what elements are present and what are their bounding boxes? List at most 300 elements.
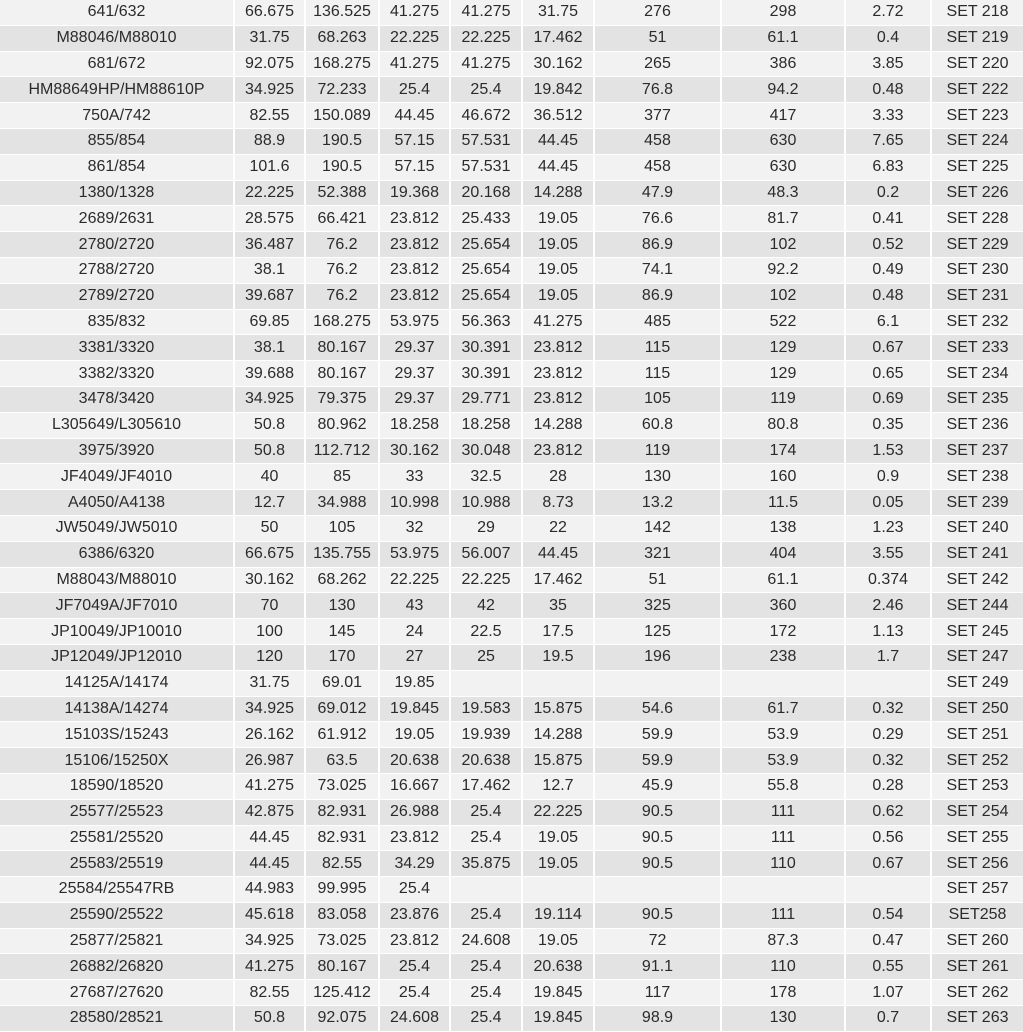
cell-cup-width-c [522,670,594,696]
cell-outer-d: 80.167 [305,361,379,387]
cell-set-number: SET 220 [931,51,1023,77]
cell-static-load: 111 [721,825,845,851]
cell-cup-width-c: 19.5 [522,644,594,670]
cell-outer-d: 135.755 [305,541,379,567]
cell-set-number: SET 238 [931,464,1023,490]
cell-bore-d: 44.983 [234,877,305,903]
cell-set-number: SET 223 [931,103,1023,129]
cell-part-number: HM88649HP/HM88610P [0,77,234,103]
cell-dynamic-load: 90.5 [594,851,721,877]
cell-cup-width-c: 23.812 [522,361,594,387]
cell-static-load: 53.9 [721,722,845,748]
cell-width-t: 23.812 [379,928,450,954]
table-row [0,0,1023,25]
cell-weight: 0.47 [845,928,931,954]
cell-cup-width-c: 19.845 [522,1006,594,1032]
cell-outer-d: 69.012 [305,696,379,722]
cell-width-t: 27 [379,644,450,670]
cell-dynamic-load: 117 [594,980,721,1006]
cell-outer-d: 52.388 [305,180,379,206]
cell-outer-d: 68.263 [305,25,379,51]
cell-cone-width-b [450,877,522,903]
cell-cone-width-b: 25.4 [450,825,522,851]
cell-static-load: 138 [721,515,845,541]
cell-part-number: 2689/2631 [0,206,234,232]
cell-outer-d: 80.167 [305,954,379,980]
cell-outer-d: 63.5 [305,748,379,774]
cell-width-t: 44.45 [379,103,450,129]
cell-weight: 0.48 [845,77,931,103]
cell-static-load: 102 [721,232,845,258]
cell-cone-width-b: 25.4 [450,77,522,103]
cell-bore-d: 31.75 [234,670,305,696]
cell-cup-width-c: 17.462 [522,567,594,593]
cell-bore-d: 45.618 [234,902,305,928]
cell-width-t: 24 [379,619,450,645]
cell-part-number: JW5049/JW5010 [0,515,234,541]
cell-bore-d: 26.987 [234,748,305,774]
cell-set-number: SET 244 [931,593,1023,619]
cell-width-t: 22.225 [379,25,450,51]
cell-part-number: 3381/3320 [0,335,234,361]
cell-cup-width-c: 19.114 [522,902,594,928]
cell-cup-width-c: 15.875 [522,748,594,774]
cell-set-number: SET 263 [931,1006,1023,1032]
cell-part-number: JP12049/JP12010 [0,644,234,670]
cell-set-number: SET 245 [931,619,1023,645]
cell-width-t: 19.85 [379,670,450,696]
cell-cup-width-c: 22 [522,515,594,541]
cell-weight: 0.374 [845,567,931,593]
cell-set-number: SET 252 [931,748,1023,774]
cell-width-t: 23.812 [379,206,450,232]
cell-cone-width-b: 25.4 [450,954,522,980]
cell-width-t: 22.225 [379,567,450,593]
cell-dynamic-load: 47.9 [594,180,721,206]
cell-outer-d: 73.025 [305,928,379,954]
cell-cone-width-b: 24.608 [450,928,522,954]
cell-weight: 0.48 [845,283,931,309]
cell-bore-d: 44.45 [234,851,305,877]
table-row [0,464,1023,490]
cell-bore-d: 40 [234,464,305,490]
cell-weight [845,877,931,903]
cell-bore-d: 50 [234,515,305,541]
cell-weight: 0.4 [845,25,931,51]
cell-set-number: SET 219 [931,25,1023,51]
cell-dynamic-load: 76.6 [594,206,721,232]
cell-part-number: 3382/3320 [0,361,234,387]
cell-outer-d: 190.5 [305,154,379,180]
cell-width-t: 57.15 [379,128,450,154]
cell-width-t: 29.37 [379,335,450,361]
cell-width-t: 53.975 [379,541,450,567]
cell-cup-width-c: 41.275 [522,309,594,335]
cell-width-t: 30.162 [379,438,450,464]
cell-width-t: 23.876 [379,902,450,928]
cell-cup-width-c: 15.875 [522,696,594,722]
cell-set-number: SET 224 [931,128,1023,154]
cell-set-number: SET 253 [931,773,1023,799]
cell-part-number: 25581/25520 [0,825,234,851]
cell-weight: 0.05 [845,490,931,516]
cell-dynamic-load: 458 [594,154,721,180]
cell-set-number: SET 249 [931,670,1023,696]
cell-bore-d: 34.925 [234,928,305,954]
cell-part-number: 26882/26820 [0,954,234,980]
cell-weight: 0.52 [845,232,931,258]
cell-dynamic-load: 458 [594,128,721,154]
cell-width-t: 29.37 [379,361,450,387]
cell-cup-width-c: 17.5 [522,619,594,645]
cell-part-number: 14138A/14274 [0,696,234,722]
cell-bore-d: 39.688 [234,361,305,387]
cell-bore-d: 30.162 [234,567,305,593]
cell-static-load: 102 [721,283,845,309]
cell-dynamic-load: 76.8 [594,77,721,103]
cell-outer-d: 105 [305,515,379,541]
cell-part-number: 27687/27620 [0,980,234,1006]
cell-static-load: 298 [721,0,845,25]
cell-static-load: 630 [721,154,845,180]
cell-part-number: 25577/25523 [0,799,234,825]
cell-static-load: 129 [721,361,845,387]
table-row [0,25,1023,51]
cell-outer-d: 85 [305,464,379,490]
cell-cup-width-c: 23.812 [522,438,594,464]
cell-cup-width-c: 28 [522,464,594,490]
cell-cone-width-b: 29.771 [450,386,522,412]
cell-part-number: 835/832 [0,309,234,335]
cell-dynamic-load: 119 [594,438,721,464]
cell-cup-width-c: 19.05 [522,232,594,258]
cell-cup-width-c: 19.05 [522,283,594,309]
cell-cup-width-c: 20.638 [522,954,594,980]
cell-set-number: SET 241 [931,541,1023,567]
table-row [0,928,1023,954]
cell-outer-d: 76.2 [305,257,379,283]
cell-weight: 2.46 [845,593,931,619]
table-row [0,799,1023,825]
cell-dynamic-load: 115 [594,335,721,361]
cell-cone-width-b: 25.4 [450,902,522,928]
table-row [0,670,1023,696]
cell-width-t: 23.812 [379,825,450,851]
cell-part-number: JF4049/JF4010 [0,464,234,490]
cell-dynamic-load: 130 [594,464,721,490]
cell-set-number: SET258 [931,902,1023,928]
cell-bore-d: 34.925 [234,77,305,103]
cell-set-number: SET 232 [931,309,1023,335]
cell-weight: 1.53 [845,438,931,464]
cell-set-number: SET 225 [931,154,1023,180]
cell-part-number: 25877/25821 [0,928,234,954]
cell-weight [845,670,931,696]
cell-cone-width-b: 10.988 [450,490,522,516]
cell-static-load: 80.8 [721,412,845,438]
cell-bore-d: 66.675 [234,0,305,25]
cell-weight: 0.55 [845,954,931,980]
cell-outer-d: 66.421 [305,206,379,232]
cell-static-load: 61.1 [721,567,845,593]
cell-static-load: 48.3 [721,180,845,206]
cell-weight: 0.29 [845,722,931,748]
cell-static-load: 110 [721,954,845,980]
cell-cone-width-b: 19.583 [450,696,522,722]
cell-set-number: SET 233 [931,335,1023,361]
cell-bore-d: 50.8 [234,412,305,438]
cell-dynamic-load: 59.9 [594,722,721,748]
cell-part-number: 681/672 [0,51,234,77]
cell-static-load: 174 [721,438,845,464]
cell-outer-d: 76.2 [305,283,379,309]
cell-dynamic-load: 51 [594,25,721,51]
cell-static-load: 110 [721,851,845,877]
cell-cone-width-b: 22.5 [450,619,522,645]
cell-part-number: 861/854 [0,154,234,180]
cell-weight: 0.54 [845,902,931,928]
cell-cup-width-c: 30.162 [522,51,594,77]
cell-dynamic-load: 98.9 [594,1006,721,1032]
cell-width-t: 57.15 [379,154,450,180]
table-row [0,696,1023,722]
cell-cup-width-c: 22.225 [522,799,594,825]
cell-width-t: 24.608 [379,1006,450,1032]
cell-set-number: SET 239 [931,490,1023,516]
cell-outer-d: 190.5 [305,128,379,154]
table-row [0,722,1023,748]
cell-part-number: 2780/2720 [0,232,234,258]
table-row [0,902,1023,928]
cell-cup-width-c: 8.73 [522,490,594,516]
cell-outer-d: 145 [305,619,379,645]
cell-cone-width-b: 35.875 [450,851,522,877]
cell-set-number: SET 222 [931,77,1023,103]
cell-part-number: 25584/25547RB [0,877,234,903]
cell-width-t: 19.05 [379,722,450,748]
cell-width-t: 20.638 [379,748,450,774]
cell-weight: 0.62 [845,799,931,825]
cell-bore-d: 26.162 [234,722,305,748]
cell-bore-d: 39.687 [234,283,305,309]
cell-outer-d: 99.995 [305,877,379,903]
table-row [0,103,1023,129]
table-row [0,438,1023,464]
cell-dynamic-load: 90.5 [594,825,721,851]
cell-bore-d: 41.275 [234,773,305,799]
cell-weight: 0.32 [845,748,931,774]
cell-outer-d: 83.058 [305,902,379,928]
cell-width-t: 19.845 [379,696,450,722]
cell-part-number: 3975/3920 [0,438,234,464]
cell-dynamic-load: 74.1 [594,257,721,283]
cell-weight: 0.69 [845,386,931,412]
cell-cup-width-c: 14.288 [522,412,594,438]
table-row [0,980,1023,1006]
table-row [0,515,1023,541]
cell-width-t: 23.812 [379,232,450,258]
cell-bore-d: 12.7 [234,490,305,516]
cell-weight: 6.83 [845,154,931,180]
cell-bore-d: 50.8 [234,1006,305,1032]
cell-set-number: SET 235 [931,386,1023,412]
cell-cup-width-c: 19.842 [522,77,594,103]
cell-part-number: 15106/15250X [0,748,234,774]
cell-width-t: 53.975 [379,309,450,335]
cell-dynamic-load: 86.9 [594,283,721,309]
cell-dynamic-load [594,670,721,696]
cell-weight: 0.67 [845,335,931,361]
cell-bore-d: 34.925 [234,386,305,412]
cell-static-load: 119 [721,386,845,412]
cell-dynamic-load: 377 [594,103,721,129]
cell-cone-width-b: 41.275 [450,51,522,77]
cell-cone-width-b: 41.275 [450,0,522,25]
cell-outer-d: 72.233 [305,77,379,103]
table-row [0,748,1023,774]
cell-cone-width-b: 56.363 [450,309,522,335]
cell-weight: 0.28 [845,773,931,799]
cell-set-number: SET 261 [931,954,1023,980]
cell-outer-d: 136.525 [305,0,379,25]
cell-set-number: SET 262 [931,980,1023,1006]
cell-part-number: 2788/2720 [0,257,234,283]
table-row [0,51,1023,77]
cell-bore-d: 31.75 [234,25,305,51]
cell-set-number: SET 260 [931,928,1023,954]
table-row [0,567,1023,593]
cell-part-number: JP10049/JP10010 [0,619,234,645]
cell-static-load: 360 [721,593,845,619]
table-row [0,593,1023,619]
cell-weight: 0.67 [845,851,931,877]
cell-cup-width-c: 35 [522,593,594,619]
cell-cup-width-c: 44.45 [522,128,594,154]
cell-bore-d: 41.275 [234,954,305,980]
cell-dynamic-load: 142 [594,515,721,541]
cell-outer-d: 168.275 [305,309,379,335]
cell-width-t: 25.4 [379,77,450,103]
table-row [0,386,1023,412]
cell-part-number: 25583/25519 [0,851,234,877]
cell-cone-width-b: 19.939 [450,722,522,748]
cell-cone-width-b: 17.462 [450,773,522,799]
cell-width-t: 25.4 [379,954,450,980]
cell-weight: 1.13 [845,619,931,645]
cell-static-load: 630 [721,128,845,154]
cell-weight: 0.7 [845,1006,931,1032]
cell-part-number: 15103S/15243 [0,722,234,748]
cell-bore-d: 66.675 [234,541,305,567]
cell-bore-d: 38.1 [234,335,305,361]
cell-cup-width-c: 19.05 [522,928,594,954]
table-row [0,644,1023,670]
cell-cone-width-b: 25.4 [450,799,522,825]
cell-part-number: 3478/3420 [0,386,234,412]
cell-cone-width-b: 57.531 [450,128,522,154]
cell-dynamic-load: 115 [594,361,721,387]
cell-weight: 0.65 [845,361,931,387]
cell-width-t: 29.37 [379,386,450,412]
cell-cup-width-c: 14.288 [522,722,594,748]
cell-cone-width-b: 25 [450,644,522,670]
cell-bore-d: 38.1 [234,257,305,283]
cell-cone-width-b: 25.654 [450,283,522,309]
cell-dynamic-load: 13.2 [594,490,721,516]
cell-weight: 0.2 [845,180,931,206]
table-row [0,283,1023,309]
cell-cone-width-b: 18.258 [450,412,522,438]
cell-outer-d: 34.988 [305,490,379,516]
cell-weight: 1.23 [845,515,931,541]
cell-static-load: 81.7 [721,206,845,232]
cell-cone-width-b: 20.168 [450,180,522,206]
cell-cone-width-b: 20.638 [450,748,522,774]
cell-part-number: 25590/25522 [0,902,234,928]
cell-part-number: 750A/742 [0,103,234,129]
cell-dynamic-load: 91.1 [594,954,721,980]
table-row [0,309,1023,335]
cell-static-load: 404 [721,541,845,567]
cell-dynamic-load: 90.5 [594,799,721,825]
cell-cup-width-c: 23.812 [522,386,594,412]
cell-cone-width-b: 57.531 [450,154,522,180]
cell-set-number: SET 250 [931,696,1023,722]
cell-static-load [721,670,845,696]
cell-bore-d: 28.575 [234,206,305,232]
cell-set-number: SET 254 [931,799,1023,825]
cell-dynamic-load: 86.9 [594,232,721,258]
table-row [0,412,1023,438]
table-row [0,335,1023,361]
cell-width-t: 25.4 [379,877,450,903]
cell-set-number: SET 218 [931,0,1023,25]
cell-width-t: 41.275 [379,51,450,77]
cell-weight: 1.7 [845,644,931,670]
cell-static-load: 11.5 [721,490,845,516]
cell-set-number: SET 234 [931,361,1023,387]
cell-weight: 0.32 [845,696,931,722]
cell-bore-d: 92.075 [234,51,305,77]
cell-bore-d: 44.45 [234,825,305,851]
cell-bore-d: 88.9 [234,128,305,154]
table-row [0,1006,1023,1032]
cell-static-load: 61.7 [721,696,845,722]
cell-dynamic-load: 321 [594,541,721,567]
cell-outer-d: 130 [305,593,379,619]
cell-dynamic-load: 105 [594,386,721,412]
cell-static-load: 522 [721,309,845,335]
cell-cone-width-b [450,670,522,696]
cell-width-t: 18.258 [379,412,450,438]
table-row [0,232,1023,258]
cell-cup-width-c: 19.05 [522,851,594,877]
cell-dynamic-load [594,877,721,903]
cell-outer-d: 61.912 [305,722,379,748]
cell-dynamic-load: 325 [594,593,721,619]
cell-cup-width-c [522,877,594,903]
table-row [0,257,1023,283]
table-row [0,851,1023,877]
cell-dynamic-load: 265 [594,51,721,77]
cell-bore-d: 50.8 [234,438,305,464]
cell-outer-d: 82.931 [305,825,379,851]
cell-dynamic-load: 90.5 [594,902,721,928]
cell-part-number: 641/632 [0,0,234,25]
cell-outer-d: 80.167 [305,335,379,361]
cell-part-number: A4050/A4138 [0,490,234,516]
cell-set-number: SET 247 [931,644,1023,670]
